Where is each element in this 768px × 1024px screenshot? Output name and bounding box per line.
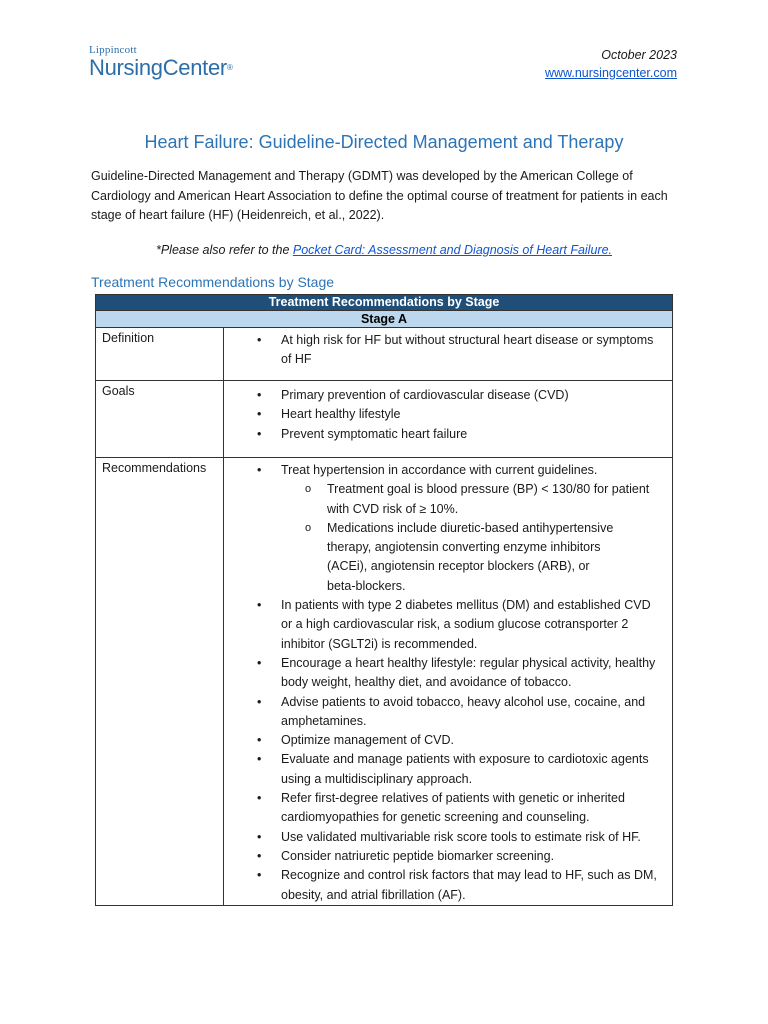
list-item: • Optimize management of CVD. xyxy=(224,731,662,750)
refer-note xyxy=(0,243,768,257)
row-label-definition: Definition xyxy=(96,328,224,381)
stage-header: Stage A xyxy=(96,311,673,328)
list-item: • Use validated multivariable risk score tools to estimate risk of HF. xyxy=(224,828,662,847)
row-label-recommendations: Recommendations xyxy=(96,458,224,906)
refer-prefix: *Please also refer to the xyxy=(155,243,293,257)
list-item: • At high risk for HF but without structural heart disease or symptoms of HF xyxy=(224,331,662,370)
list-item: • In patients with type 2 diabetes mellitus (DM) and established CVD or a high cardiovascular risk, a sodium glucose cotransporter 2 inhibitor (SGLT2i) is recommended. xyxy=(224,596,662,654)
list-item: • Encourage a heart healthy lifestyle: regular physical activity, healthy body weight, healthy diet, and avoidance of tobacco. xyxy=(224,654,662,693)
table-row-recommendations xyxy=(96,458,673,906)
treatment-table xyxy=(95,294,673,906)
sub-list-item: o Treatment goal is blood pressure (BP) < 130/80 for patient with CVD risk of ≥ 10%. xyxy=(281,480,662,519)
table-header: Treatment Recommendations by Stage xyxy=(96,295,673,311)
sub-list-item: o Medications include diuretic-based antihypertensive therapy, angiotensin converting enzyme inhibitors (ACEi), angiotensin receptor blockers (ARB), or beta-blockers. xyxy=(281,519,617,596)
section-heading: Treatment Recommendations by Stage xyxy=(91,274,335,290)
list-item: • Refer first-degree relatives of patients with genetic or inherited cardiomyopathies for genetic screening and counseling. xyxy=(224,789,662,828)
definition-cell xyxy=(224,328,673,381)
goals-cell xyxy=(224,381,673,458)
list-item xyxy=(224,461,662,596)
pocket-card-link[interactable]: Pocket Card: Assessment and Diagnosis of Heart Failure. xyxy=(292,243,612,257)
list-item: • Evaluate and manage patients with exposure to cardiotoxic agents using a multidisciplinary approach. xyxy=(224,750,662,789)
table-row-definition xyxy=(96,328,673,381)
logo-big-text: NursingCenter® xyxy=(89,55,233,80)
list-item: • Advise patients to avoid tobacco, heavy alcohol use, cocaine, and amphetamines. xyxy=(224,693,662,732)
table-row-goals xyxy=(96,381,673,458)
recommendations-cell xyxy=(224,458,673,906)
logo-small-text: Lippincott xyxy=(89,44,137,56)
list-item-text: Treat hypertension in accordance with current guidelines. xyxy=(281,463,598,477)
list-item: • Consider natriuretic peptide biomarker screening. xyxy=(224,847,662,866)
list-item: • Prevent symptomatic heart failure xyxy=(224,425,662,444)
header-url-link[interactable]: www.nursingcenter.com xyxy=(544,66,677,80)
list-item: • Heart healthy lifestyle xyxy=(224,405,662,424)
row-label-goals: Goals xyxy=(96,381,224,458)
header-date: October 2023 xyxy=(601,48,677,62)
intro-paragraph: Guideline-Directed Management and Therapy (GDMT) was developed by the American College of Cardiology and American Heart Association to define the optimal course of treatment for patients in each stage of heart failure (HF) (Heidenreich, et al., 2022). xyxy=(91,169,668,222)
page-title: Heart Failure: Guideline-Directed Management and Therapy xyxy=(144,132,624,152)
publisher-logo xyxy=(89,44,233,80)
header-meta xyxy=(545,46,677,82)
list-item: • Primary prevention of cardiovascular disease (CVD) xyxy=(224,386,662,405)
list-item: • Recognize and control risk factors that may lead to HF, such as DM, obesity, and atrial fibrillation (AF). xyxy=(224,866,662,905)
